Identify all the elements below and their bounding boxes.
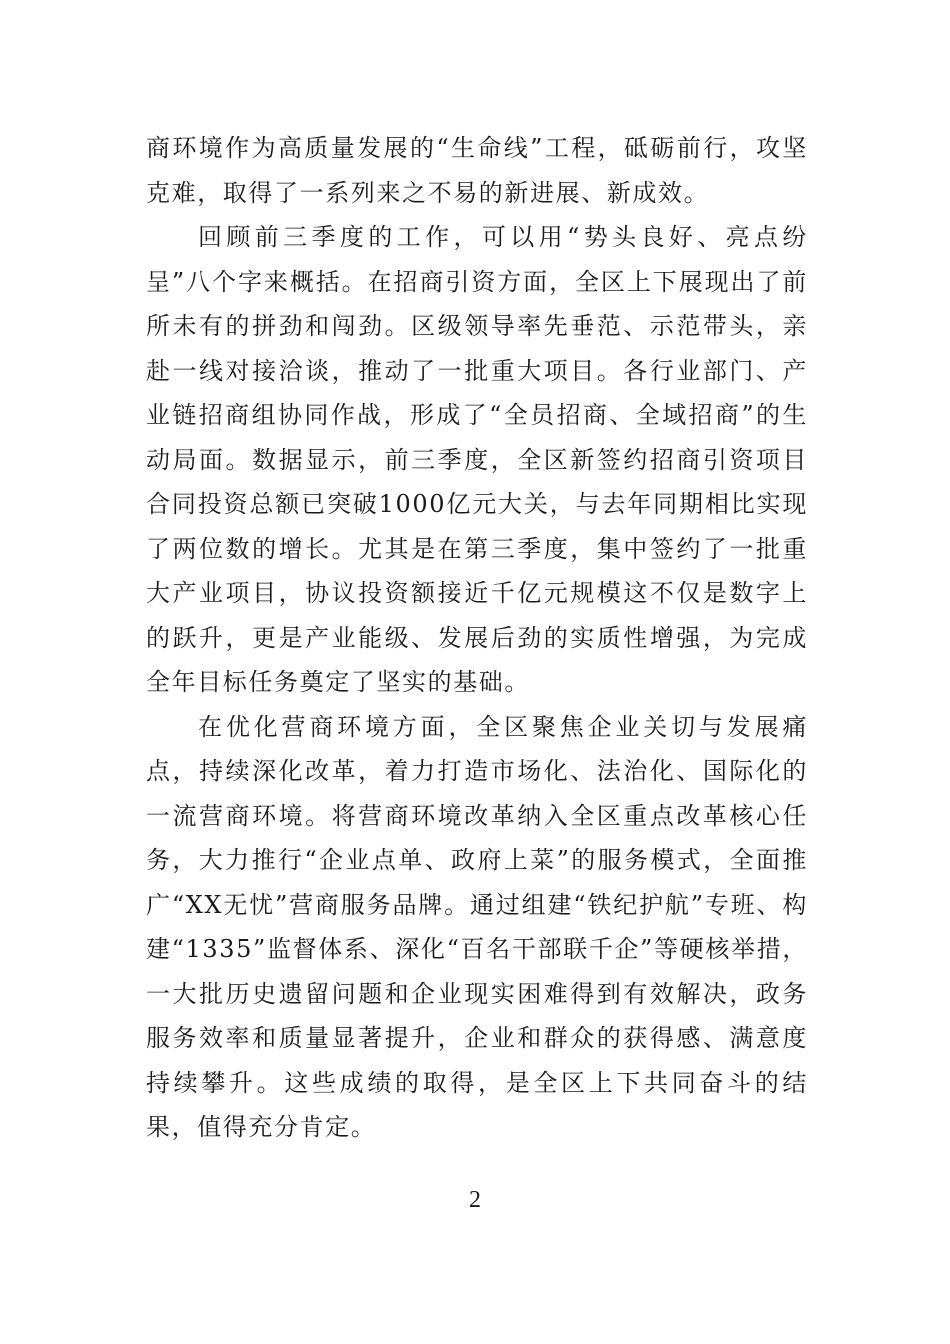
document-body <box>146 126 808 1150</box>
paragraph-review: 回顾前三季度的工作，可以用“势头良好、亮点纷呈”八个字来概括。在招商引资方面，全区上下展现出了前所未有的拼劲和闯劲。区级领导率先垂范、示范带头，亲赴一线对接洽谈，推动了一批重大项目。各行业部门、产业链招商组协同作战，形成了“全员招商、全域招商”的生动局面。数据显示，前三季度，全区新签约招商引资项目合同投资总额已突破1000亿元大关，与去年同期相比实现了两位数的增长。尤其是在第三季度，集中签约了一批重大产业项目，协议投资额接近千亿元规模这不仅是数字上的跃升，更是产业能级、发展后劲的实质性增强，为完成全年目标任务奠定了坚实的基础。 <box>146 223 808 696</box>
page-number: 2 <box>469 1187 481 1213</box>
paragraph-business-environment: 在优化营商环境方面，全区聚焦企业关切与发展痛点，持续深化改革，着力打造市场化、法治化、国际化的一流营商环境。将营商环境改革纳入全区重点改革核心任务，大力推行“企业点单、政府上菜”的服务模式，全面推广“XX无忧”营商服务品牌。通过组建“铁纪护航”专班、构建“1335”监督体系、深化“百名干部联千企”等硬核举措，一大批历史遗留问题和企业现实困难得到有效解决，政务服务效率和质量显著提升，企业和群众的获得感、满意度持续攀升。这些成绩的取得，是全区上下共同奋斗的结果，值得充分肯定。 <box>146 712 808 1141</box>
paragraph-continuation: 商环境作为高质量发展的“生命线”工程，砥砺前行，攻坚克难，取得了一系列来之不易的新进展、新成效。 <box>146 134 808 207</box>
